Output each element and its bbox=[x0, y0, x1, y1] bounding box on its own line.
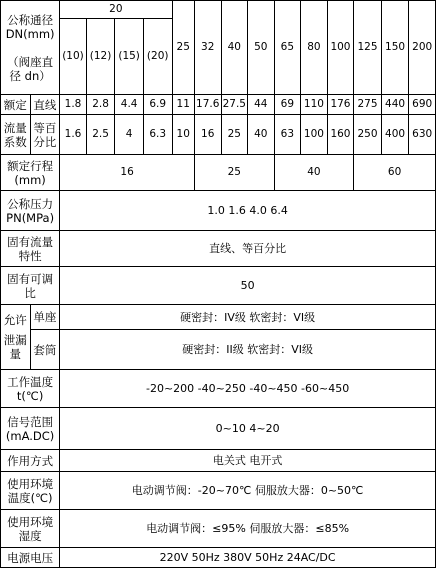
work-temp-row bbox=[1, 370, 436, 408]
leakage-label bbox=[1, 305, 31, 370]
kv-linear-cell: 4.4 bbox=[115, 95, 144, 115]
signal-row bbox=[1, 408, 436, 450]
flow-char-value: 直线、等百分比 bbox=[60, 231, 436, 267]
env-humidity-value: 电动调节阀：≤95% 伺服放大器：≤85% bbox=[60, 510, 436, 548]
rated-flow-row bbox=[1, 95, 436, 115]
kv-equal-cell: 10 bbox=[172, 115, 194, 155]
dn-size-cell: 32 bbox=[194, 1, 221, 95]
action-value: 电关式 电开式 bbox=[60, 450, 436, 472]
dn-size-cell: 125 bbox=[354, 1, 382, 95]
dn-label-line4: 径 dn） bbox=[9, 68, 51, 83]
leakage-row-single bbox=[1, 305, 436, 330]
env-temp-row bbox=[1, 472, 436, 510]
linear-label: 直线 bbox=[30, 95, 60, 115]
kv-linear-cell: 1.8 bbox=[60, 95, 87, 115]
kv-equal-cell: 250 bbox=[354, 115, 382, 155]
action-row bbox=[1, 450, 436, 472]
rangeability-row bbox=[1, 267, 436, 305]
dn-label-cell bbox=[1, 1, 60, 95]
kv-linear-cell: 275 bbox=[354, 95, 382, 115]
kv-linear-cell: 17.6 bbox=[194, 95, 221, 115]
kv-linear-cell: 27.5 bbox=[221, 95, 248, 115]
single-seat-value: 硬密封：IV级 软密封：VI级 bbox=[60, 305, 436, 330]
kv-linear-cell: 69 bbox=[274, 95, 301, 115]
kv-linear-cell: 110 bbox=[301, 95, 328, 115]
stroke-value: 25 bbox=[194, 155, 274, 191]
kv-linear-cell: 44 bbox=[248, 95, 275, 115]
stroke-label bbox=[1, 155, 60, 191]
dn-label-line2: DN(mm) bbox=[5, 26, 55, 41]
action-label: 作用方式 bbox=[1, 450, 60, 472]
flow-coef-label-line2: 系数 bbox=[3, 134, 27, 149]
rangeability-label-line2: 比 bbox=[24, 285, 36, 300]
env-temp-label-line2: 温度(℃) bbox=[7, 490, 53, 505]
kv-linear-cell: 11 bbox=[172, 95, 194, 115]
dn-size-cell: 100 bbox=[327, 1, 354, 95]
power-value: 220V 50Hz 380V 50Hz 24AC/DC bbox=[60, 548, 436, 568]
flow-coef-row bbox=[1, 115, 436, 155]
leakage-label-line3: 量 bbox=[9, 347, 22, 361]
kv-equal-cell: 16 bbox=[194, 115, 221, 155]
stroke-value: 60 bbox=[354, 155, 436, 191]
stroke-label-line1: 额定行程 bbox=[7, 158, 54, 173]
kv-linear-cell: 440 bbox=[381, 95, 409, 115]
leakage-row-cage bbox=[1, 330, 436, 370]
flow-char-label-line1: 固有流量 bbox=[7, 234, 54, 249]
leakage-label-line1: 允许 bbox=[3, 313, 27, 327]
kv-linear-cell: 2.8 bbox=[86, 95, 115, 115]
kv-equal-cell: 630 bbox=[409, 115, 436, 155]
dn-seat-cell: (10) bbox=[60, 19, 87, 95]
dn-label-line1: 公称通径 bbox=[7, 12, 54, 27]
cage-label: 套筒 bbox=[30, 330, 60, 370]
flow-char-label bbox=[1, 231, 60, 267]
dn-size-cell: 50 bbox=[248, 1, 275, 95]
dn-label-line3: （阀座直 bbox=[7, 54, 54, 69]
kv-linear-cell: 6.9 bbox=[143, 95, 172, 115]
flow-char-row bbox=[1, 231, 436, 267]
dn-size-cell: 200 bbox=[409, 1, 436, 95]
equal-pct-label-line2: 分比 bbox=[33, 134, 57, 149]
kv-equal-cell: 100 bbox=[301, 115, 328, 155]
signal-value: 0~10 4~20 bbox=[60, 408, 436, 450]
work-temp-label-line2: t(℃) bbox=[16, 388, 44, 403]
equal-pct-label-line1: 等百 bbox=[33, 120, 57, 135]
dn-20-header: 20 bbox=[60, 1, 172, 19]
env-humidity-row bbox=[1, 510, 436, 548]
signal-label-line2: (mA.DC) bbox=[5, 428, 55, 443]
dn-size-cell: 80 bbox=[301, 1, 328, 95]
kv-linear-cell: 690 bbox=[409, 95, 436, 115]
pressure-label bbox=[1, 191, 60, 231]
single-seat-label: 单座 bbox=[30, 305, 60, 330]
env-temp-value: 电动调节阀：-20~70℃ 伺服放大器：0~50℃ bbox=[60, 472, 436, 510]
signal-label-line1: 信号范围 bbox=[7, 414, 54, 429]
work-temp-label bbox=[1, 370, 60, 408]
stroke-value: 16 bbox=[60, 155, 195, 191]
kv-equal-cell: 63 bbox=[274, 115, 301, 155]
env-temp-label-line1: 使用环境 bbox=[7, 476, 54, 491]
dn-size-cell: 65 bbox=[274, 1, 301, 95]
kv-equal-cell: 400 bbox=[381, 115, 409, 155]
leakage-label-line2: 泄漏 bbox=[3, 333, 27, 347]
flow-coef-label-line1: 流量 bbox=[3, 120, 27, 135]
dn-seat-cell: (12) bbox=[86, 19, 115, 95]
rangeability-value: 50 bbox=[60, 267, 436, 305]
kv-equal-cell: 6.3 bbox=[143, 115, 172, 155]
kv-equal-cell: 160 bbox=[327, 115, 354, 155]
env-temp-label bbox=[1, 472, 60, 510]
stroke-row bbox=[1, 155, 436, 191]
rated-label: 额定 bbox=[1, 95, 31, 115]
pressure-row bbox=[1, 191, 436, 231]
flow-coef-label bbox=[1, 115, 31, 155]
rangeability-label bbox=[1, 267, 60, 305]
dn-size-cell: 25 bbox=[172, 1, 194, 95]
cage-value: 硬密封：II级 软密封：VI级 bbox=[60, 330, 436, 370]
dn-size-cell: 40 bbox=[221, 1, 248, 95]
kv-equal-cell: 25 bbox=[221, 115, 248, 155]
stroke-label-line2: (mm) bbox=[14, 172, 46, 187]
stroke-value: 40 bbox=[274, 155, 354, 191]
kv-equal-cell: 4 bbox=[115, 115, 144, 155]
dn-seat-cell: (15) bbox=[115, 19, 144, 95]
pressure-label-line1: 公称压力 bbox=[7, 196, 54, 211]
equal-pct-label bbox=[30, 115, 60, 155]
env-humidity-label-line1: 使用环境 bbox=[7, 514, 54, 529]
env-humidity-label bbox=[1, 510, 60, 548]
flow-char-label-line2: 特性 bbox=[18, 248, 42, 263]
pressure-label-line2: PN(MPa) bbox=[6, 210, 55, 225]
power-label: 电源电压 bbox=[1, 548, 60, 568]
kv-equal-cell: 1.6 bbox=[60, 115, 87, 155]
kv-equal-cell: 2.5 bbox=[86, 115, 115, 155]
kv-equal-cell: 40 bbox=[248, 115, 275, 155]
work-temp-label-line1: 工作温度 bbox=[7, 374, 54, 389]
work-temp-value: -20~200 -40~250 -40~450 -60~450 bbox=[60, 370, 436, 408]
pressure-value: 1.0 1.6 4.0 6.4 bbox=[60, 191, 436, 231]
signal-label bbox=[1, 408, 60, 450]
kv-linear-cell: 176 bbox=[327, 95, 354, 115]
header-row-top bbox=[1, 1, 436, 19]
rangeability-label-line1: 固有可调 bbox=[7, 271, 54, 286]
power-row bbox=[1, 548, 436, 568]
dn-size-cell: 150 bbox=[381, 1, 409, 95]
dn-seat-cell: (20) bbox=[143, 19, 172, 95]
env-humidity-label-line2: 湿度 bbox=[18, 528, 42, 543]
